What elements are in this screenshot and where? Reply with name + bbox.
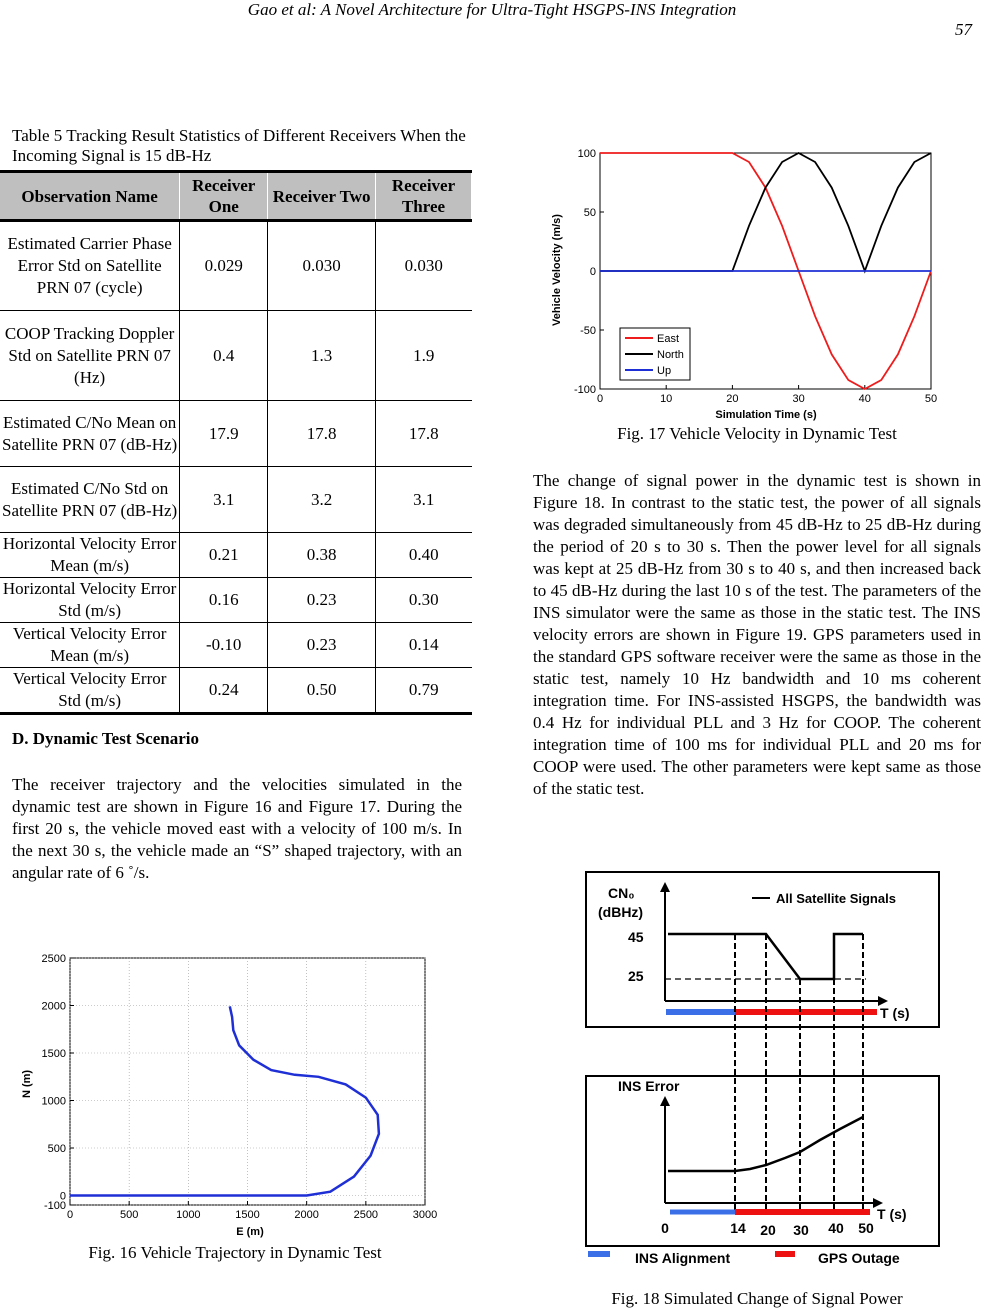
fig18-caption: Fig. 18 Simulated Change of Signal Power xyxy=(611,1289,903,1308)
cell-value: 0.38 xyxy=(268,533,376,578)
ins-error-label: INS Error xyxy=(618,1078,680,1094)
stats-table xyxy=(0,170,472,715)
x-tick-label: 0 xyxy=(596,393,604,405)
fig16-ylabel: N (m) xyxy=(21,1069,33,1099)
cell-value: 3.1 xyxy=(376,467,472,533)
level-45: 45 xyxy=(628,929,644,945)
taxis-bottom: T (s) xyxy=(877,1206,907,1222)
cell-value: 0.029 xyxy=(180,221,268,311)
cell-value: 0.30 xyxy=(376,578,472,623)
x-tick-label: 50 xyxy=(924,393,938,405)
y-tick-label: 2000 xyxy=(41,1000,66,1013)
cell-value: 0.23 xyxy=(268,578,376,623)
fig16-xlabel: E (m) xyxy=(236,1226,264,1238)
fig17-chart xyxy=(548,146,948,424)
cell-value: 0.79 xyxy=(376,668,472,714)
cell-value: -0.10 xyxy=(180,623,268,668)
cell-value: 0.24 xyxy=(180,668,268,714)
section-heading: D. Dynamic Test Scenario xyxy=(12,729,199,748)
x-tick-label: 2000 xyxy=(294,1209,319,1221)
y-tick-label: 0 xyxy=(59,1190,66,1203)
tick-14: 14 xyxy=(730,1220,746,1236)
cell-value: 0.16 xyxy=(180,578,268,623)
cn0-label: CN₀ xyxy=(608,885,635,901)
table-row xyxy=(0,533,472,578)
cell-value: 0.23 xyxy=(268,623,376,668)
legend-alignment: INS Alignment xyxy=(635,1250,731,1266)
tick-40: 40 xyxy=(828,1220,844,1236)
x-tick-label: 2500 xyxy=(353,1209,379,1221)
col-header: Observation Name xyxy=(0,172,180,221)
fig18-diagram xyxy=(580,868,950,1280)
row-label: Estimated C/No Mean on Satellite PRN 07 (dB-Hz) xyxy=(0,401,180,467)
row-label: COOP Tracking Doppler Std on Satellite PRN 07 (Hz) xyxy=(0,311,180,401)
row-label: Vertical Velocity Error Std (m/s) xyxy=(0,668,180,714)
cell-value: 17.9 xyxy=(180,401,268,467)
cell-value: 17.8 xyxy=(376,401,472,467)
y-tick-label: -100 xyxy=(43,1200,66,1212)
legend-all-signals: All Satellite Signals xyxy=(776,891,896,906)
table-row xyxy=(0,401,472,467)
legend-east: East xyxy=(657,333,680,345)
y-tick-label: -100 xyxy=(573,384,596,396)
cell-value: 0.030 xyxy=(268,221,376,311)
cell-value: 3.2 xyxy=(268,467,376,533)
running-header: Gao et al: A Novel Architecture for Ultra-Tight HSGPS-INS Integration xyxy=(247,0,737,19)
cell-value: 0.50 xyxy=(268,668,376,714)
page-number: 57 xyxy=(955,20,972,39)
fig17-legend xyxy=(620,328,690,380)
cell-value: 0.030 xyxy=(376,221,472,311)
row-label: Estimated Carrier Phase Error Std on Satellite PRN 07 (cycle) xyxy=(0,221,180,311)
row-label: Estimated C/No Std on Satellite PRN 07 (dB-Hz) xyxy=(0,467,180,533)
cell-value: 0.14 xyxy=(376,623,472,668)
fig17-xlabel: Simulation Time (s) xyxy=(715,409,817,421)
table-row xyxy=(0,578,472,623)
col-header: Receiver Three xyxy=(376,172,472,221)
fig17-ylabel: Vehicle Velocity (m/s) xyxy=(551,214,563,326)
table-row xyxy=(0,467,472,533)
table-row xyxy=(0,668,472,714)
y-tick-label: 50 xyxy=(583,207,596,219)
cell-value: 0.21 xyxy=(180,533,268,578)
y-tick-label: 1000 xyxy=(41,1095,66,1108)
cell-value: 3.1 xyxy=(180,467,268,533)
table-row xyxy=(0,221,472,311)
tick-0: 0 xyxy=(661,1220,669,1236)
x-tick-label: 10 xyxy=(660,393,673,405)
cell-value: 0.40 xyxy=(376,533,472,578)
y-tick-label: 100 xyxy=(577,148,596,160)
x-tick-label: 1000 xyxy=(176,1209,201,1221)
row-label: Vertical Velocity Error Mean (m/s) xyxy=(0,623,180,668)
taxis-top: T (s) xyxy=(880,1005,910,1021)
col-header: Receiver One xyxy=(180,172,268,221)
cn0-unit: (dBHz) xyxy=(598,904,644,920)
table-row xyxy=(0,623,472,668)
y-tick-label: 500 xyxy=(47,1143,66,1155)
x-tick-label: 0 xyxy=(66,1209,74,1221)
tick-30: 30 xyxy=(793,1222,809,1238)
x-tick-label: 40 xyxy=(858,393,871,405)
x-tick-label: 30 xyxy=(792,393,805,405)
legend-outage: GPS Outage xyxy=(818,1250,900,1266)
table-header-row xyxy=(0,172,472,221)
cell-value: 0.4 xyxy=(180,311,268,401)
paragraph-signal-power: The change of signal power in the dynamic test is shown in Figure 18. In contrast to the static test, the power of all signals was degraded simultaneously from 45 dB-Hz to 25 dB-Hz during the period of 20 s to 30 s. Then the power level for all signals was kept at 25 dB-Hz from 30 s to 40 s, and then increased back to 45 dB-Hz during the last 10 s of the test. The parameters of the INS simulator were the same as those in the static test. The INS velocity errors are shown in Figure 19. GPS parameters used in the standard GPS software receiver were the same as those in the static test, namely 10 Hz bandwidth and 10 ms coherent integration time. For INS-assisted HSGPS, the bandwidth was 0.4 Hz for individual PLL and 3 Hz for COOP. The coherent integration time of 100 ms for individual PLL and 20 ms for COOP were used. The other parameters were kept same as those of the static test. xyxy=(533,471,981,798)
cell-value: 17.8 xyxy=(268,401,376,467)
legend-up: Up xyxy=(657,365,672,377)
cell-value: 1.9 xyxy=(376,311,472,401)
fig17-caption: Fig. 17 Vehicle Velocity in Dynamic Test xyxy=(617,424,897,443)
y-tick-label: 2500 xyxy=(41,953,66,965)
tick-50: 50 xyxy=(858,1220,874,1236)
x-tick-label: 500 xyxy=(119,1209,139,1221)
y-tick-label: -50 xyxy=(580,325,596,337)
fig16-chart xyxy=(20,950,460,1246)
legend-north: North xyxy=(657,349,684,361)
x-tick-label: 3000 xyxy=(412,1209,438,1221)
paragraph-trajectory: The receiver trajectory and the velocities simulated in the dynamic test are shown in Figure 16 and Figure 17. During the first 20 s, the vehicle moved east with a velocity of 100 m/s. In the next 30 s, the vehicle made an “S” shaped trajectory, with an angular rate of 6 ˚/s. xyxy=(12,775,462,882)
x-tick-label: 1500 xyxy=(235,1209,260,1221)
col-header: Receiver Two xyxy=(268,172,376,221)
row-label: Horizontal Velocity Error Mean (m/s) xyxy=(0,533,180,578)
fig16-caption: Fig. 16 Vehicle Trajectory in Dynamic Test xyxy=(88,1243,382,1262)
y-tick-label: 0 xyxy=(589,266,596,278)
y-tick-label: 1500 xyxy=(41,1048,66,1060)
table-row xyxy=(0,311,472,401)
cell-value: 1.3 xyxy=(268,311,376,401)
table-caption: Table 5 Tracking Result Statistics of Different Receivers When the Incoming Signal is 15 dB-Hz xyxy=(12,126,466,165)
tick-20: 20 xyxy=(760,1222,776,1238)
row-label: Horizontal Velocity Error Std (m/s) xyxy=(0,578,180,623)
x-tick-label: 20 xyxy=(726,393,739,405)
level-25: 25 xyxy=(628,968,644,984)
